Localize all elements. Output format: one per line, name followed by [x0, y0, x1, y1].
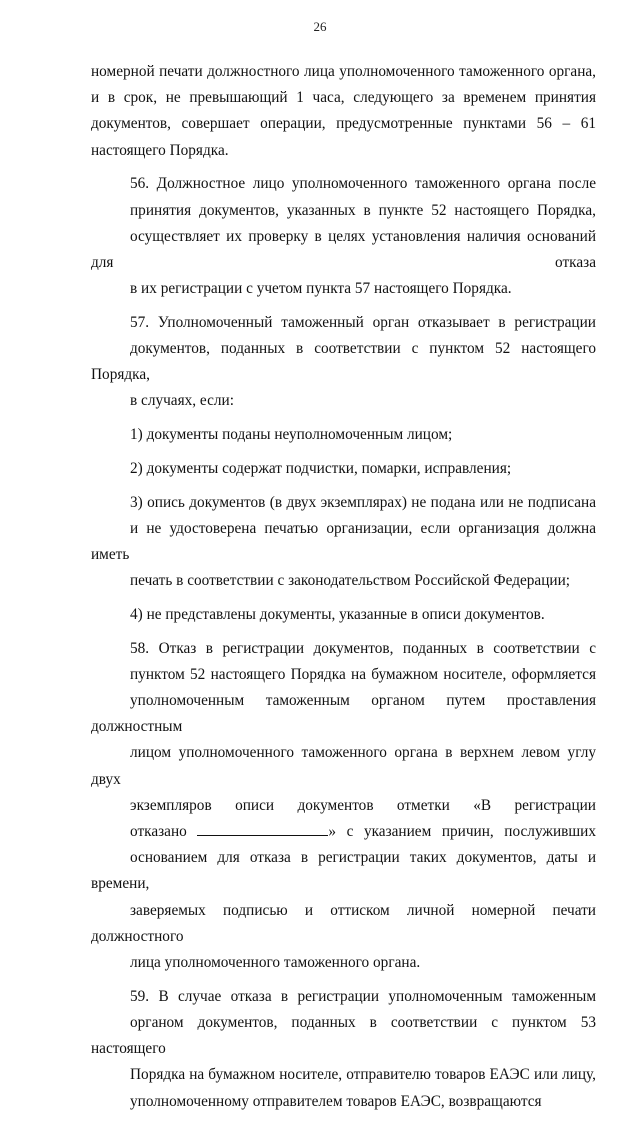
document-body [91, 59, 596, 1122]
paragraph-item-57 [91, 310, 596, 415]
paragraph-line: 58. Отказ в регистрации документов, поданных в соответствии с [130, 639, 596, 657]
paragraph-line: 56. Должностное лицо уполномоченного таможенного органа после [130, 175, 596, 193]
paragraph-item-57-3 [91, 490, 596, 595]
paragraph-line: 59. В случае отказа в регистрации уполномоченным таможенным [130, 987, 596, 1005]
paragraph-line: 57. Уполномоченный таможенный орган отказывает в регистрации [130, 313, 596, 331]
paragraph-line: документов, поданных в соответствии с пунктом 52 настоящего Порядка, [91, 340, 596, 384]
paragraph-line: Порядка на бумажном носителе, отправителю товаров ЕАЭС или лицу, [130, 1066, 596, 1084]
paragraph-item-57-2 [91, 456, 596, 482]
paragraph-line: органом документов, поданных в соответствии с пунктом 53 настоящего [91, 1013, 596, 1058]
paragraph-line: пунктом 52 настоящего Порядка на бумажном носителе, оформляется [130, 665, 596, 683]
paragraph-line: в случаях, если: [130, 392, 234, 410]
paragraph-item-57-4 [91, 602, 596, 628]
paragraph-line: настоящего Порядка. [91, 141, 229, 159]
paragraph-line: 2) документы содержат подчистки, помарки, исправления; [130, 459, 512, 477]
paragraph-line: 4) не представлены документы, указанные в описи документов. [130, 605, 545, 623]
paragraph-line: уполномоченным таможенным органом путем проставления должностным [91, 691, 596, 736]
paragraph-line: принятия документов, указанных в пункте 52 настоящего Порядка, [130, 201, 596, 219]
paragraph-line: основанием для отказа в регистрации таких документов, даты и времени, [91, 849, 596, 893]
paragraph-line: осуществляет их проверку в целях установления наличия оснований для отказа [91, 227, 596, 271]
paragraph-line: документов, совершает операции, предусмотренные пунктами 56 – 61 [91, 115, 596, 133]
page-number: 26 [313, 19, 327, 34]
paragraph-line: лицом уполномоченного таможенного органа в верхнем левом углу двух [91, 744, 596, 788]
paragraph-line: 1) документы поданы неуполномоченным лицом; [130, 426, 453, 444]
paragraph-item-56 [91, 171, 596, 302]
paragraph-line: и не удостоверена печатью организации, если организация должна иметь [91, 519, 596, 563]
paragraph-line: номерной печати должностного лица уполномоченного таможенного органа, [91, 63, 596, 80]
paragraph-item-57-1 [91, 422, 596, 448]
paragraph-line: печать в соответствии с законодательством Российской Федерации; [130, 572, 571, 590]
paragraph-line: заверяемых подписью и оттиском личной номерной печати должностного [91, 901, 596, 945]
paragraph-item-59 [91, 984, 596, 1115]
paragraph-line: в их регистрации с учетом пункта 57 настоящего Порядка. [130, 280, 512, 298]
paragraph-cont-55 [91, 59, 596, 164]
paragraph-line: уполномоченному отправителем товаров ЕАЭС, возвращаются [130, 1092, 542, 1110]
paragraph-line: и в срок, не превышающий 1 часа, следующего за временем принятия [91, 89, 596, 107]
paragraph-line: 3) опись документов (в двух экземплярах) не подана или не подписана [130, 493, 596, 511]
paragraph-item-58 [91, 636, 596, 977]
paragraph-line: экземпляров описи документов отметки «В регистрации [130, 796, 596, 814]
paragraph-line: отказано » с указанием причин, послуживших [130, 822, 596, 840]
paragraph-line: лица уполномоченного таможенного органа. [130, 954, 421, 971]
fill-in-blank-line [197, 821, 328, 836]
